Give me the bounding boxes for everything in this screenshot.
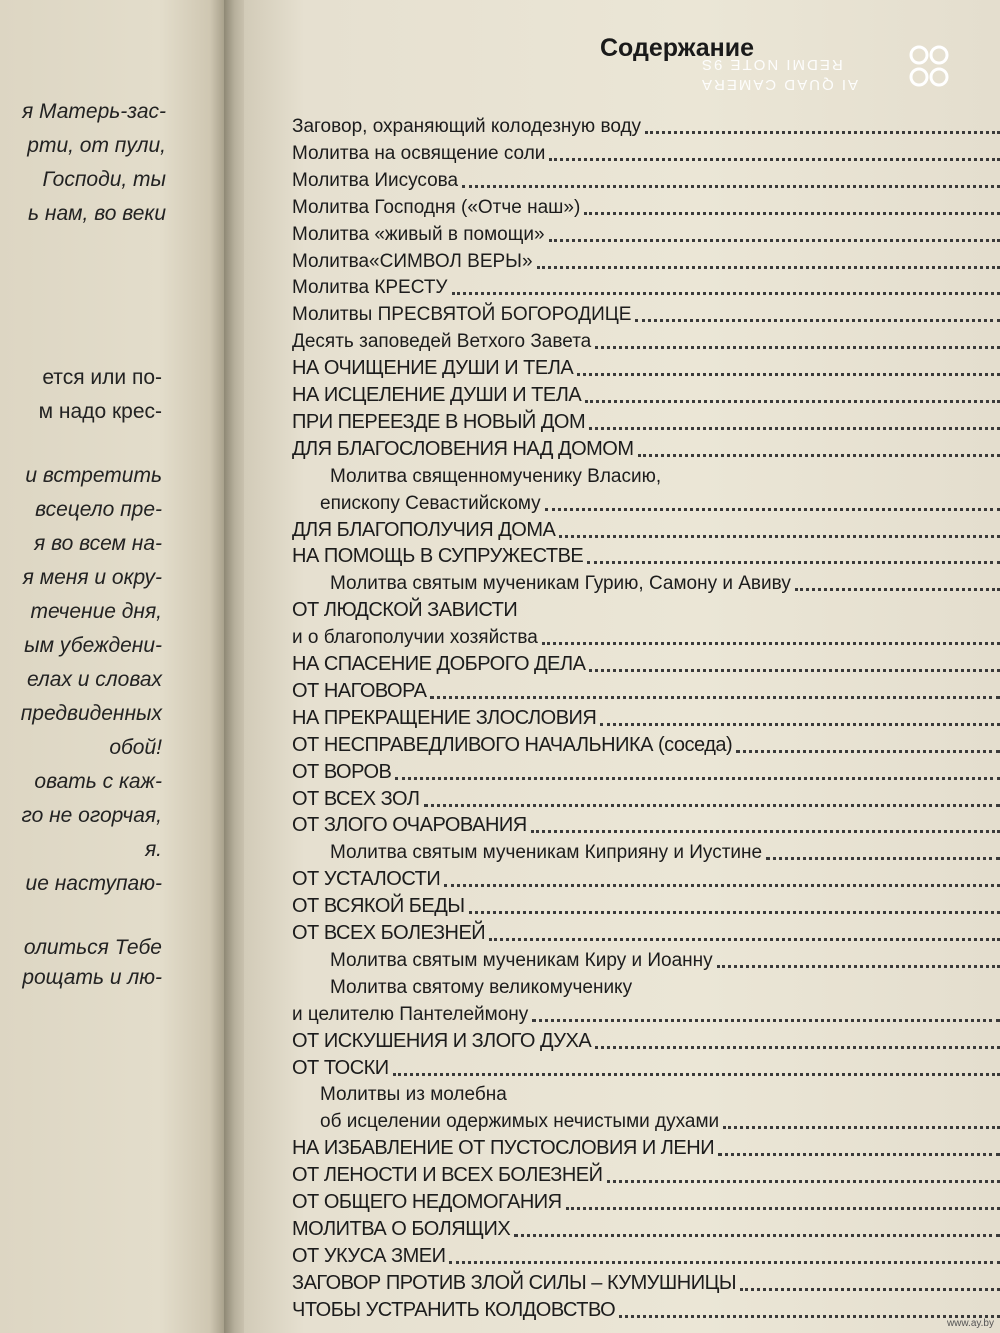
toc-entry-title: ОТ ВСЕХ БОЛЕЗНЕЙ [292, 922, 486, 944]
toc-entry [292, 811, 1000, 837]
toc-entry [292, 1000, 1000, 1026]
left-page-line: и встретить [25, 464, 162, 487]
toc-entry [292, 919, 1000, 945]
site-watermark: www.ay.by [946, 1318, 994, 1329]
toc-dot-leader [532, 1019, 1000, 1022]
toc-entry [292, 1027, 1000, 1053]
toc-entry-title: ПРИ ПЕРЕЕЗДЕ В НОВЫЙ ДОМ [292, 411, 586, 433]
toc-entry-title: и о благополучии хозяйства [292, 627, 538, 648]
toc-entry-title: ДЛЯ БЛАГОСЛОВЕНИЯ НАД ДОМОМ [292, 438, 634, 460]
left-page-line: ым убеждени- [24, 634, 162, 657]
camera-logo-icon [908, 44, 952, 92]
toc-entry [292, 166, 1000, 192]
toc-dot-leader [559, 535, 1000, 538]
toc-entry-title: ОТ ВОРОВ [292, 761, 392, 783]
toc-dot-leader [585, 400, 1000, 403]
toc-dot-leader [449, 1261, 1000, 1264]
toc-dot-leader [424, 804, 1000, 807]
toc-entry-title: ЗАГОВОР ПРОТИВ ЗЛОЙ СИЛЫ – КУМУШНИЦЫ [292, 1272, 737, 1294]
toc-entry [292, 139, 1000, 165]
toc-entry-title: Молитвы из молебна [320, 1084, 507, 1105]
toc-entry-title: ДЛЯ БЛАГОПОЛУЧИЯ ДОМА [292, 519, 556, 541]
toc-entry-title: Молитва «живый в помощи» [292, 224, 545, 245]
toc-entry-title: Молитвы ПРЕСВЯТОЙ БОГОРОДИЦЕ [292, 304, 632, 325]
toc-entry [292, 946, 1000, 972]
toc-entry-title: ОТ ЛЮДСКОЙ ЗАВИСТИ [292, 599, 518, 621]
toc-entry [292, 1107, 1000, 1133]
toc-dot-leader [452, 292, 1000, 295]
toc-dot-leader [566, 1207, 1000, 1210]
toc-entry [292, 1296, 1000, 1322]
toc-entry-title: НА ПРЕКРАЩЕНИЕ ЗЛОСЛОВИЯ [292, 707, 597, 729]
toc-entry [292, 677, 1000, 703]
toc-entry [292, 273, 1000, 299]
toc-dot-leader [444, 884, 1000, 887]
toc-entry [292, 220, 1000, 246]
toc-dot-leader [595, 346, 1000, 349]
toc-entry-title: ОТ ВСЕХ ЗОЛ [292, 788, 420, 810]
left-page-line: елах и словах [26, 668, 162, 691]
toc-dot-leader [549, 239, 1000, 242]
toc-entry-title: Молитва«СИМВОЛ ВЕРЫ» [292, 251, 533, 272]
toc-entry-title: ОТ ТОСКИ [292, 1057, 389, 1079]
left-page-line: ется или по- [42, 366, 162, 389]
toc-entry [292, 1080, 1000, 1106]
toc-entry-title: Молитва святому великомученику [330, 977, 633, 998]
watermark-line-2: REDMI NOTE 9S [700, 56, 843, 73]
toc-dot-leader [795, 588, 1000, 591]
toc-entry [292, 489, 1000, 515]
toc-entry [292, 516, 1000, 542]
left-page-line: обой! [109, 736, 162, 759]
toc-entry [292, 1269, 1000, 1295]
toc-entry [292, 623, 1000, 649]
toc-entry-title: об исцелении одержимых нечистыми духами [320, 1111, 720, 1132]
toc-dot-leader [577, 373, 1000, 376]
toc-entry [292, 462, 1000, 488]
toc-dot-leader [595, 1046, 1000, 1049]
toc-dot-leader [542, 642, 1000, 645]
left-page-line: течение дня, [30, 600, 162, 623]
toc-entry [292, 354, 1000, 380]
toc-entry-title: ОТ ЛЕНОСТИ И ВСЕХ БОЛЕЗНЕЙ [292, 1164, 603, 1186]
toc-entry [292, 838, 1000, 864]
toc-entry [292, 731, 1000, 757]
toc-dot-leader [395, 777, 1000, 780]
toc-dot-leader [645, 131, 1000, 134]
toc-entry-title: ОТ НАГОВОРА [292, 680, 427, 702]
toc-dot-leader [589, 669, 1000, 672]
left-page-line: ь нам, во веки [28, 202, 166, 225]
toc-entry [292, 1188, 1000, 1214]
watermark-line-1: AI QUAD CAMERA [700, 76, 859, 93]
toc-dot-leader [549, 158, 1000, 161]
toc-entry-title: Молитва КРЕСТУ [292, 277, 448, 298]
toc-entry [292, 112, 1000, 138]
toc-dot-leader [723, 1126, 1000, 1129]
toc-entry-title: МОЛИТВА О БОЛЯЩИХ [292, 1218, 511, 1240]
left-page-line: предвиденных [20, 702, 162, 725]
toc-entry [292, 327, 1000, 353]
toc-entry-title: НА ОЧИЩЕНИЕ ДУШИ И ТЕЛА [292, 357, 574, 379]
toc-entry-title: и целителю Пантелеймону [292, 1004, 529, 1025]
toc-dot-leader [600, 723, 1000, 726]
toc-dot-leader [393, 1073, 1000, 1076]
toc-entry-title: Молитва святым мученикам Киру и Иоанну [330, 950, 713, 971]
toc-entry [292, 300, 1000, 326]
toc-entry [292, 973, 1000, 999]
left-page-line: ие наступаю- [25, 872, 162, 895]
toc-dot-leader [717, 965, 1000, 968]
left-page-line: Господи, ты [42, 168, 166, 191]
toc-dot-leader [430, 696, 1000, 699]
toc-dot-leader [537, 266, 1000, 269]
toc-entry-title: ОТ ВСЯКОЙ БЕДЫ [292, 895, 465, 917]
camera-watermark [700, 50, 900, 94]
toc-entry-title: Молитва святым мученикам Киприяну и Иустине [330, 842, 763, 863]
left-page-line: я меня и окру- [22, 566, 162, 589]
toc-entry-title: ОТ НЕСПРАВЕДЛИВОГО НАЧАЛЬНИКА (соседа) [292, 734, 733, 756]
toc-entry [292, 381, 1000, 407]
toc-entry-title: ОТ ОБЩЕГО НЕДОМОГАНИЯ [292, 1191, 562, 1213]
toc-dot-leader [589, 427, 1000, 430]
toc-entry [292, 569, 1000, 595]
toc-entry-title: Молитва Господня («Отче наш») [292, 197, 581, 218]
toc-dot-leader [584, 212, 1000, 215]
toc-dot-leader [462, 185, 1000, 188]
toc-entry-title: Десять заповедей Ветхого Завета [292, 331, 592, 352]
left-page-line: я. [144, 838, 162, 861]
toc-dot-leader [607, 1180, 1000, 1183]
toc-entry [292, 1215, 1000, 1241]
toc-dot-leader [638, 454, 1000, 457]
toc-entry-title: Заговор, охраняющий колодезную воду [292, 116, 642, 137]
toc-entry [292, 892, 1000, 918]
toc-dot-leader [587, 561, 1000, 564]
left-page-line: овать с каж- [34, 770, 162, 793]
toc-entry-title: НА СПАСЕНИЕ ДОБРОГО ДЕЛА [292, 653, 586, 675]
toc-entry [292, 408, 1000, 434]
left-page-line: м надо крес- [38, 400, 162, 423]
toc-dot-leader [635, 319, 1000, 322]
toc-entry [292, 435, 1000, 461]
toc-entry [292, 193, 1000, 219]
toc-entry [292, 247, 1000, 273]
toc-entry-title: Молитва священномученику Власию, [330, 466, 662, 487]
toc-entry [292, 542, 1000, 568]
toc-entry [292, 650, 1000, 676]
toc-dot-leader [736, 750, 1000, 753]
toc-entry-title: Молитва Иисусова [292, 170, 459, 191]
toc-entry-title: ОТ ЗЛОГО ОЧАРОВАНИЯ [292, 814, 527, 836]
toc-entry-title: НА ПОМОЩЬ В СУПРУЖЕСТВЕ [292, 545, 584, 567]
toc-entry-title: ОТ УКУСА ЗМЕИ [292, 1245, 446, 1267]
toc-entry [292, 1054, 1000, 1080]
toc-dot-leader [531, 830, 1000, 833]
toc-entry-title: ЧТОБЫ УСТРАНИТЬ КОЛДОВСТВО [292, 1299, 616, 1321]
toc-dot-leader [718, 1153, 1000, 1156]
toc-entry [292, 758, 1000, 784]
toc-dot-leader [545, 508, 1000, 511]
toc-entry [292, 865, 1000, 891]
toc-entry-title: ОТ ИСКУШЕНИЯ И ЗЛОГО ДУХА [292, 1030, 592, 1052]
toc-entry-title: епископу Севастийскому [320, 493, 541, 514]
toc-dot-leader [469, 911, 1000, 914]
toc-entry-title: ОТ УСТАЛОСТИ [292, 868, 441, 890]
left-page-line: я Матерь-зас- [21, 100, 166, 123]
left-page-line: рти, от пули, [27, 134, 166, 157]
left-page-line: го не огорчая, [21, 804, 162, 827]
toc-dot-leader [489, 938, 1000, 941]
toc-entry [292, 1242, 1000, 1268]
toc-heading: Содержание [600, 34, 755, 62]
toc-entry [292, 1161, 1000, 1187]
toc-entry [292, 704, 1000, 730]
left-page-line: рощать и лю- [22, 966, 162, 989]
toc-dot-leader [514, 1234, 1000, 1237]
toc-entry [292, 1134, 1000, 1160]
toc-entry-title: НА ИСЦЕЛЕНИЕ ДУШИ И ТЕЛА [292, 384, 582, 406]
toc-dot-leader [766, 857, 1000, 860]
toc-entry [292, 596, 1000, 622]
left-page-line: всецело пре- [35, 498, 162, 521]
left-page-line: я во всем на- [34, 532, 162, 555]
toc-dot-leader [619, 1315, 1000, 1318]
toc-entry [292, 785, 1000, 811]
toc-entry-title: НА ИЗБАВЛЕНИЕ ОТ ПУСТОСЛОВИЯ И ЛЕНИ [292, 1137, 715, 1159]
right-page-toc [244, 0, 1000, 1333]
toc-entry-title: Молитва на освящение соли [292, 143, 546, 164]
left-page [0, 0, 228, 1333]
toc-entry-title: Молитва святым мученикам Гурию, Самону и Авиву [330, 573, 791, 594]
left-page-line: олиться Тебе [23, 936, 162, 959]
toc-dot-leader [740, 1288, 1000, 1291]
